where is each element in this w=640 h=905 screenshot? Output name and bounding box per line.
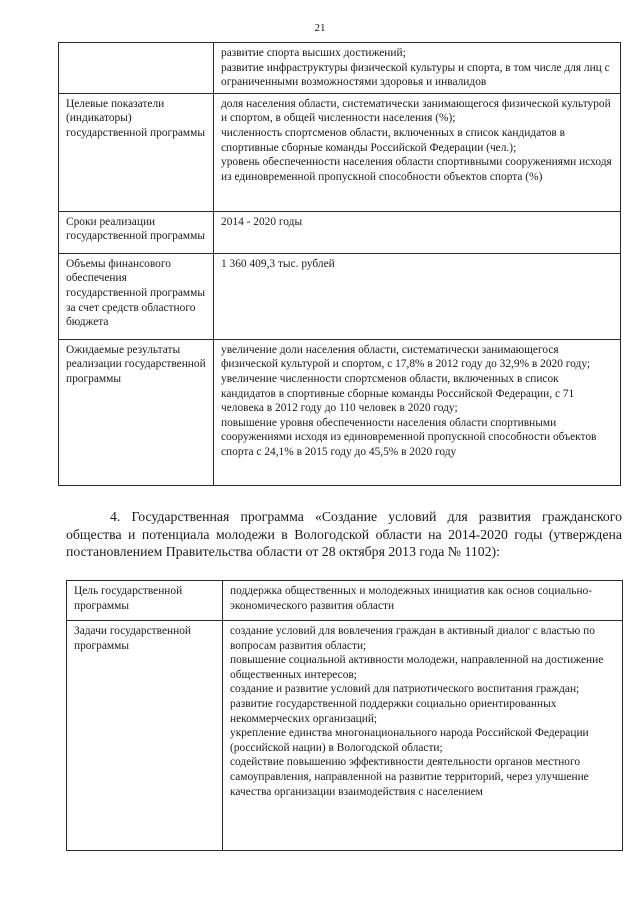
program-passport-table-sport xyxy=(58,42,621,486)
table-row xyxy=(59,339,621,485)
row-content xyxy=(214,43,621,94)
row-label: Объемы финансового обеспечения государственной программы за счет средств областного бюджета xyxy=(59,253,214,339)
row-label: Задачи государственной программы xyxy=(67,621,223,851)
list-item: 2014 - 2020 годы xyxy=(221,215,303,228)
row-content xyxy=(214,211,621,253)
table-row xyxy=(59,253,621,339)
list-item: развитие государственной поддержки социально ориентированных некоммерческих организаций; xyxy=(230,697,557,725)
list-item: развитие инфраструктуры физической культуры и спорта, в том числе для лиц с ограниченными возможностями здоровья и инвалидов xyxy=(221,61,610,89)
list-item: увеличение численности спортсменов области, включенных в список кандидатов в спортивные сборные команды Российской Федерации, с 71 человека в 2012 году до 110 человек в 2020 году; xyxy=(221,372,575,415)
program-passport-table-civil-society xyxy=(66,580,623,851)
row-content xyxy=(214,339,621,485)
page-number: 21 xyxy=(314,22,326,34)
list-item: повышение уровня обеспеченности населения области спортивными сооружениями исходя из единовременной пропускной способности объектов спорта с 24,1% в 2015 году до 45,5% в 2020 году xyxy=(221,416,597,458)
list-item: повышение социальной активности молодежи, направленной на достижение общественных интересов; xyxy=(230,654,604,681)
list-item: укрепление единства многонационального народа Российской Федерации (российской нации) в Вологодской области; xyxy=(230,727,589,754)
row-content xyxy=(214,93,621,211)
table-row xyxy=(59,93,621,211)
row-label: Цель государственной программы xyxy=(67,581,223,621)
list-item: развитие спорта высших достижений; xyxy=(221,47,406,59)
table-row xyxy=(67,581,623,621)
row-content xyxy=(223,621,623,851)
row-label: Ожидаемые результаты реализации государственной программы xyxy=(59,339,214,485)
list-item: поддержка общественных и молодежных инициатив как основ социально-экономического развития области xyxy=(230,585,593,612)
list-item: создание условий для вовлечения граждан в активный диалог с властью по вопросам развития области; xyxy=(230,625,595,652)
table-row xyxy=(67,621,623,851)
table-row xyxy=(59,211,621,253)
list-item: содействие повышению эффективности деятельности органов местного самоуправления, направленной на развитие территорий, через улучшение качества организации взаимодействия с населением xyxy=(230,756,589,798)
list-item: увеличение доли населения области, систематически занимающегося физической культурой и спортом, с 17,8% в 2012 году до 32,9% в 2020 году; xyxy=(221,343,591,371)
list-item: 1 360 409,3 тыс. рублей xyxy=(221,257,335,270)
list-item: численность спортсменов области, включенных в список кандидатов в спортивные сборные команды Российской Федерации (чел.); xyxy=(221,126,566,154)
row-content xyxy=(223,581,623,621)
row-label xyxy=(59,43,214,94)
list-item: создание и развитие условий для патриотического воспитания граждан; xyxy=(230,683,580,696)
row-content xyxy=(214,253,621,339)
row-label: Сроки реализации государственной программы xyxy=(59,211,214,253)
list-item: доля населения области, систематически занимающегося физической культурой и спортом, в общей численности населения (%); xyxy=(221,97,611,125)
section-heading: 4. Государственная программа «Создание условий для развития гражданского общества и потенциала молодежи в Вологодской области на 2014-2020 годы (утверждена постановлением Правительства области от 28 октября 2013 года № 1102): xyxy=(66,509,622,559)
table-row xyxy=(59,43,621,94)
row-label: Целевые показатели (индикаторы) государственной программы xyxy=(59,93,214,211)
list-item: уровень обеспеченности населения области спортивными сооружениями исходя из единовременной пропускной способности объектов спорта (%) xyxy=(221,156,612,183)
